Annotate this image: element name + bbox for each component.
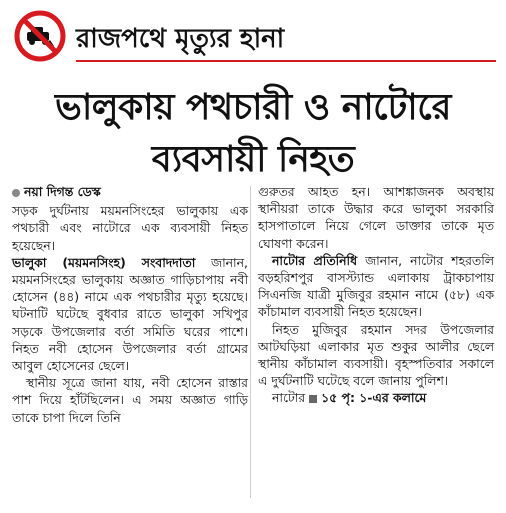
- intro-paragraph: সড়ক দুর্ঘটনায় ময়মনসিংহের ভালুকায় এক পথচারী এবং নাটোরে এক ব্যবসায়ী নিহত হয়েছেন।: [12, 203, 248, 253]
- hospital-paragraph: গুরুতর আহত হন। আশঙ্কাজনক অবস্থায় স্থানীয়রা তাকে উদ্ধার করে ভালুকা সরকারি হাসপাতালে নিয়ে গেলে ডাক্তার তাকে মৃত ঘোষণা করেন।: [258, 184, 494, 251]
- bhaluka-dateline: ভালুকা (ময়মনসিংহ) সংবাদদাতা: [12, 254, 196, 270]
- jump-prefix: নাটোর: [272, 390, 306, 406]
- bhaluka-text: জানান, ময়মনসিংহের ভালুকায় অজ্ঞাত গাড়িচাপায় নবী হোসেন (৪৪) নামে এক পথচারীর মৃত্যু হয়েছে। ঘটনাটি ঘটেছে বুধবার রাতে ভালুকা সখিপুর সড়কে উপজেলার বর্তা সমিতি ঘরের পাশে। নিহত নবী হোসেন উপজেলার বর্তা গ্রামের আবুল হোসেনের ছেলে।: [12, 254, 248, 374]
- section-kicker: রাজপথে মৃত্যুর হানা: [76, 24, 285, 54]
- source-paragraph: স্থানীয় সূত্রে জানা যায়, নবী হোসেন রাস্তার পাশ দিয়ে হাঁটছিলেন। এ সময় অজ্ঞাত গাড়ি তাকে চাপা দিলে তিনি: [12, 375, 248, 425]
- headline-line-2: ব্যবসায়ী নিহত: [151, 139, 355, 180]
- kicker-underline: [76, 60, 496, 62]
- headline-line-1: ভালুকায় পথচারী ও নাটোরে: [55, 87, 451, 128]
- natore-text: জানান, নাটোর শহরতলি বড়হরিশপুর বাসস্ট্যান্ড এলাকায় ট্রাকচাপায় সিএনজি যাত্রী মুজিবুর রহমান নামে (৫৮) এক কাঁচামাল ব্যবসায়ী নিহত হয়েছেন।: [258, 252, 494, 320]
- article-column-left: [12, 183, 248, 426]
- no-accident-sign-icon: [14, 10, 66, 62]
- bhaluka-paragraph: [12, 254, 248, 374]
- natore-dateline: নাটোর প্রতিনিধি: [272, 252, 358, 268]
- article-column-right: [258, 183, 494, 407]
- bullet-icon: [12, 189, 20, 197]
- jump-reference: ১৫ পৃ: ১-এর কলামে: [321, 390, 427, 406]
- victim-paragraph: নিহত মুজিবুর রহমান সদর উপজেলার আটঘড়িয়া এলাকার মৃত শুকুর আলীর ছেলে স্থানীয় কাঁচামাল ব্যবসায়ী। বৃহস্পতিবার সকালে এ দুর্ঘটনাটি ঘটেছে বলে জানায় পুলিশ।: [258, 321, 494, 389]
- natore-paragraph: [258, 252, 494, 321]
- section-banner: [14, 10, 496, 62]
- square-bullet-icon: [309, 395, 317, 403]
- jump-line: [258, 389, 494, 406]
- column-divider: [250, 186, 251, 498]
- desk-label: নয়া দিগন্ত ডেস্ক: [24, 184, 101, 199]
- desk-credit: [12, 183, 248, 200]
